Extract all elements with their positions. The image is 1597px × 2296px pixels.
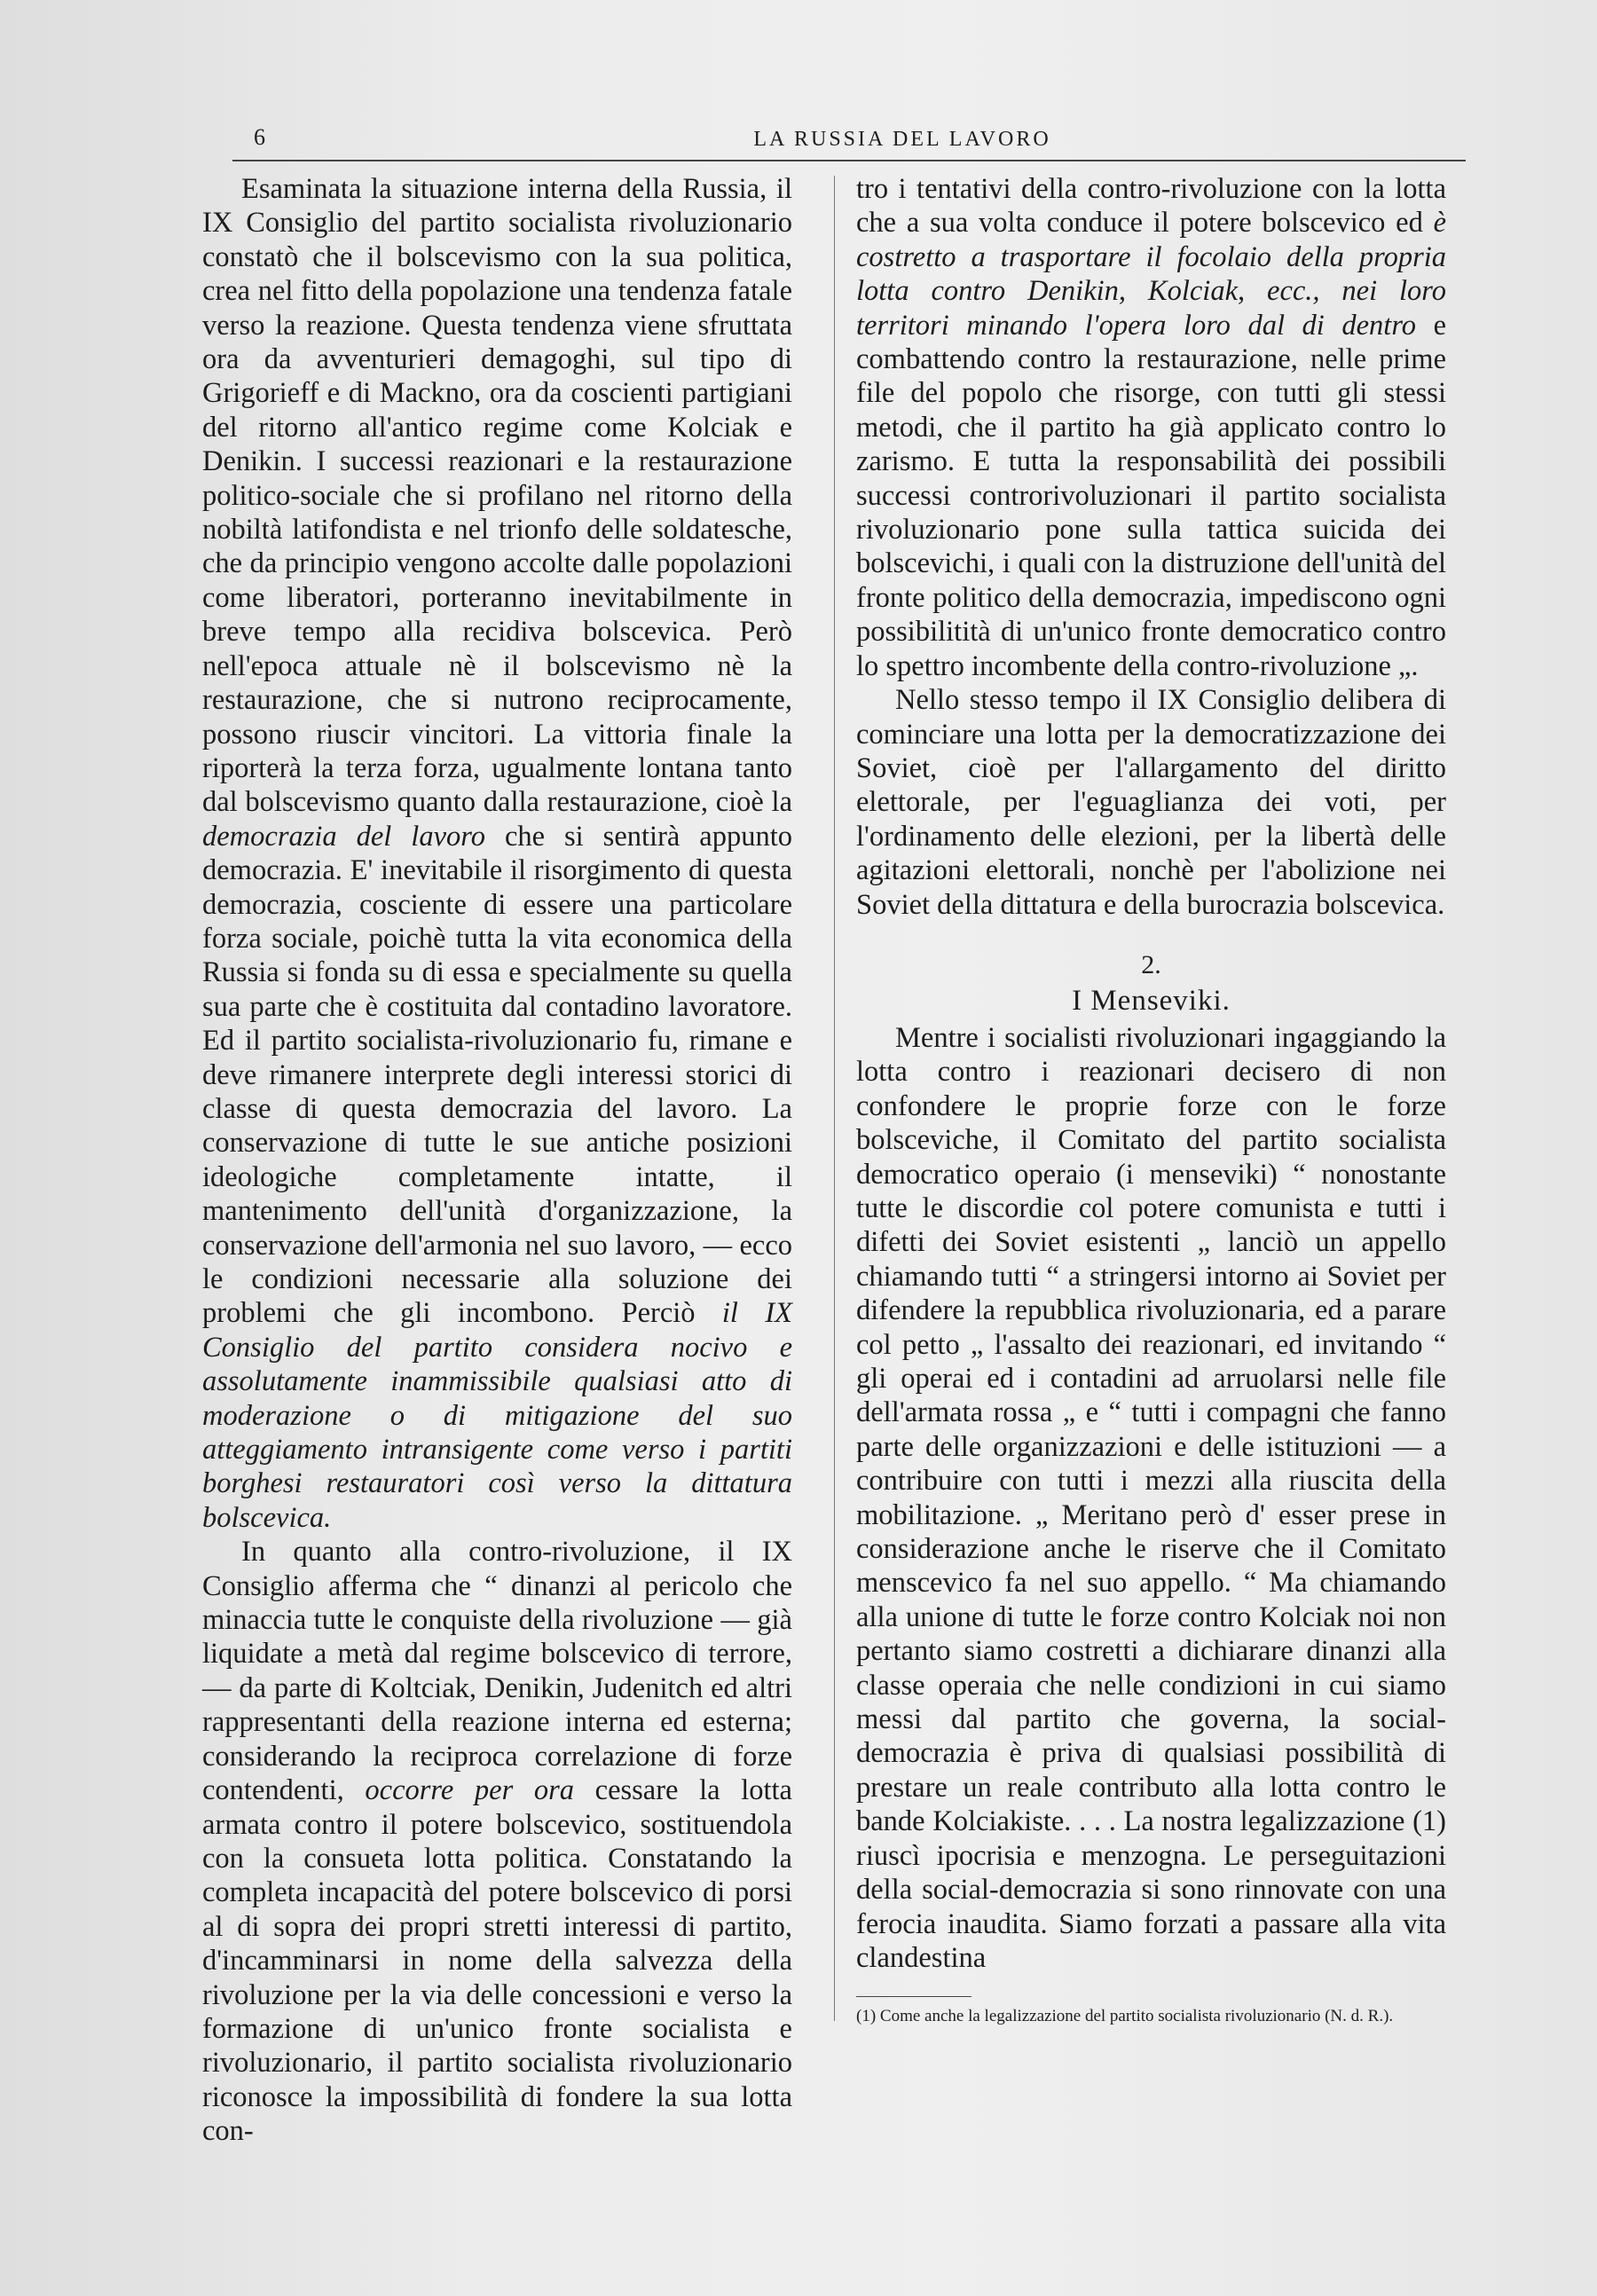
text-run: Nello stesso tempo il IX Consiglio delibera di cominciare una lotta per la democratizzazione dei Soviet, cioè per l'allargamento del diritto elettorale, per l'eguaglianza dei voti, per l'ordinamento delle elezioni, per la libertà delle agitazioni elettorali, nonchè per l'abolizione nei Soviet della dittatura e della burocrazia bolscevica.: [856, 684, 1446, 921]
footnote-divider: [856, 1996, 972, 1997]
paragraph: [856, 683, 1446, 922]
text-run: Mentre i socialisti rivoluzionari ingaggiando la lotta contro i reazionari decisero di non confondere le proprie forze con le forze bolsceviche, il Comitato del partito socialista democratico operaio (i menseviki) “ nonostante tutte le discordie col potere comunista e tutti i difetti dei Soviet esistenti „ lanciò un appello chiamando tutti “ a stringersi intorno ai Soviet per difendere la repubblica rivoluzionaria, ed a parare col petto „ l'assalto dei reazionari, ed invitando “ gli operai ed i contadini ad arruolarsi nelle file dell'armata rossa „ e “ tutti i compagni che fanno parte delle organizzazioni e delle istituzioni — a contribuire con tutti i mezzi alla riuscita della mobilitazione. „ Meritano però d' esser prese in considerazione anche le riserve che il Comitato menscevico fa nel suo appello. “ Ma chiamando alla unione di tutte le forze contro Kolciak noi non pertanto siamo costretti a dichiarare dinanzi alla classe operaia che nelle condizioni in cui siamo messi dal partito che governa, la social-democrazia è priva di qualsiasi possibilità di prestare un reale contributo alla lotta contro le bande Kolciakiste. . . . La nostra legalizzazione (1) riuscì ipocrisia e menzogna. Le perseguitazioni della social-democrazia si sono rinnovate con una ferocia inaudita. Siamo forzati a passare alla vita clandestina: [856, 1021, 1446, 1974]
footnote: (1) Come anche la legalizzazione del partito socialista rivoluzionario (N. d. R.).: [856, 2007, 1394, 2026]
page-header: [232, 124, 1466, 161]
italic-text-run: occorre per ora: [365, 1774, 575, 1807]
text-run: tro i tentativi della contro-rivoluzione con la lotta che a sua volta conduce il potere bolscevico ed: [856, 173, 1446, 240]
italic-text-run: democrazia del lavoro: [202, 820, 485, 853]
text-run: cessare la lotta armata contro il potere bolscevico, sostituendola con la consueta lotta politica. Constatando la completa incapacità del potere bolscevico di porsi al di sopra dei propri stretti interessi di partito, d'incamminarsi in nome della salvezza della rivoluzione per la via delle concessioni e verso la formazione di un'unico fronte socialista e rivoluzionario, il partito socialista rivoluzionario riconosce la impossibilità di fondere la sua lotta con-: [202, 1774, 792, 2148]
text-run: In quanto alla contro-rivoluzione, il IX Consiglio afferma che “ dinanzi al pericolo che minaccia tutte le conquiste della rivoluzione — già liquidate a metà dal regime bolscevico di terrore, — da parte di Koltciak, Denikin, Judenitch ed altri rappresentanti della reazione interna ed esterna; considerando la reciproca correlazione di forze contendenti,: [202, 1536, 792, 1807]
text-run: Esaminata la situazione interna della Russia, il IX Consiglio del partito socialista rivoluzionario constatò che il bolscevismo con la sua politica, crea nel fitto della popolazione una tendenza fatale verso la reazione. Questa tendenza viene sfruttata ora da avventurieri demagoghi, sul tipo di Grigorieff e di Mackno, ora da coscienti partigiani del ritorno all'antico regime come Kolciak e Denikin. I successi reazionari e la restaurazione politico-sociale che si profilano nel ritorno della nobiltà latifondista e nel trionfo delle soldatesche, che da principio vengono accolte dalle popolazioni come liberatori, porteranno inevitabilmente in breve tempo alla recidiva bolscevica. Però nell'epoca attuale nè il bolscevismo nè la restaurazione, che si nutrono reciprocamente, possono riuscir vincitori. La vittoria finale la riporterà la terza forza, ugualmente lontana tanto dal bolscevismo quanto dalla restaurazione, cioè la: [202, 173, 792, 819]
paragraph: [202, 172, 792, 1535]
running-title: LA RUSSIA DEL LAVORO: [753, 128, 1051, 151]
left-column: [202, 172, 792, 2148]
section-number: 2.: [1141, 949, 1161, 979]
paragraph: [856, 1021, 1446, 1975]
text-run: e combattendo contro la restaurazione, nelle prime file del popolo che risorge, con tutti gli stessi metodi, che il partito ha già applicato contro lo zarismo. E tutta la responsabilità dei possibili successi controrivoluzionari il partito socialista rivoluzionario pone sulla tattica suicida dei bolscevichi, i quali con la distruzione dell'unità del fronte politico della democrazia, impediscono ogni possibilitità di un'unico fronte democratico contro lo spettro incombente della contro-rivoluzione „.: [856, 309, 1446, 682]
paragraph: [856, 172, 1446, 683]
right-column: [856, 172, 1446, 2080]
paragraph: [202, 1535, 792, 2148]
page-number: 6: [254, 124, 266, 150]
italic-text-run: è costretto a trasportare il focolaio della propria lotta contro Denikin, Kolciak, ecc., nei loro territori minando l'opera loro dal di dentro: [856, 207, 1446, 342]
section-title: I Menseviki.: [1072, 984, 1231, 1017]
italic-text-run: il IX Consiglio del partito considera nocivo e assolutamente inammissibile qualsiasi atto di moderazione o di mitigazione del suo atteggiamento intransigente come verso i partiti borghesi restauratori così verso la dittatura bolscevica.: [202, 1297, 792, 1534]
column-divider: [834, 176, 835, 2021]
text-run: che si sentirà appunto democrazia. E' inevitabile il risorgimento di questa democrazia, cosciente di essere una particolare forza sociale, poichè tutta la vita economica della Russia si fonda su di essa e specialmente su quella sua parte che è costituita dal contadino lavoratore. Ed il partito socialista-rivoluzionario fu, rimane e deve rimanere interprete degli interessi storici di classe di questa democrazia del lavoro. La conservazione di tutte le sue antiche posizioni ideologiche completamente intatte, il mantenimento dell'unità d'organizzazione, la conservazione dell'armonia nel suo lavoro, — ecco le condizioni necessarie alla soluzione dei problemi che gli incombono. Perciò: [202, 820, 792, 1330]
